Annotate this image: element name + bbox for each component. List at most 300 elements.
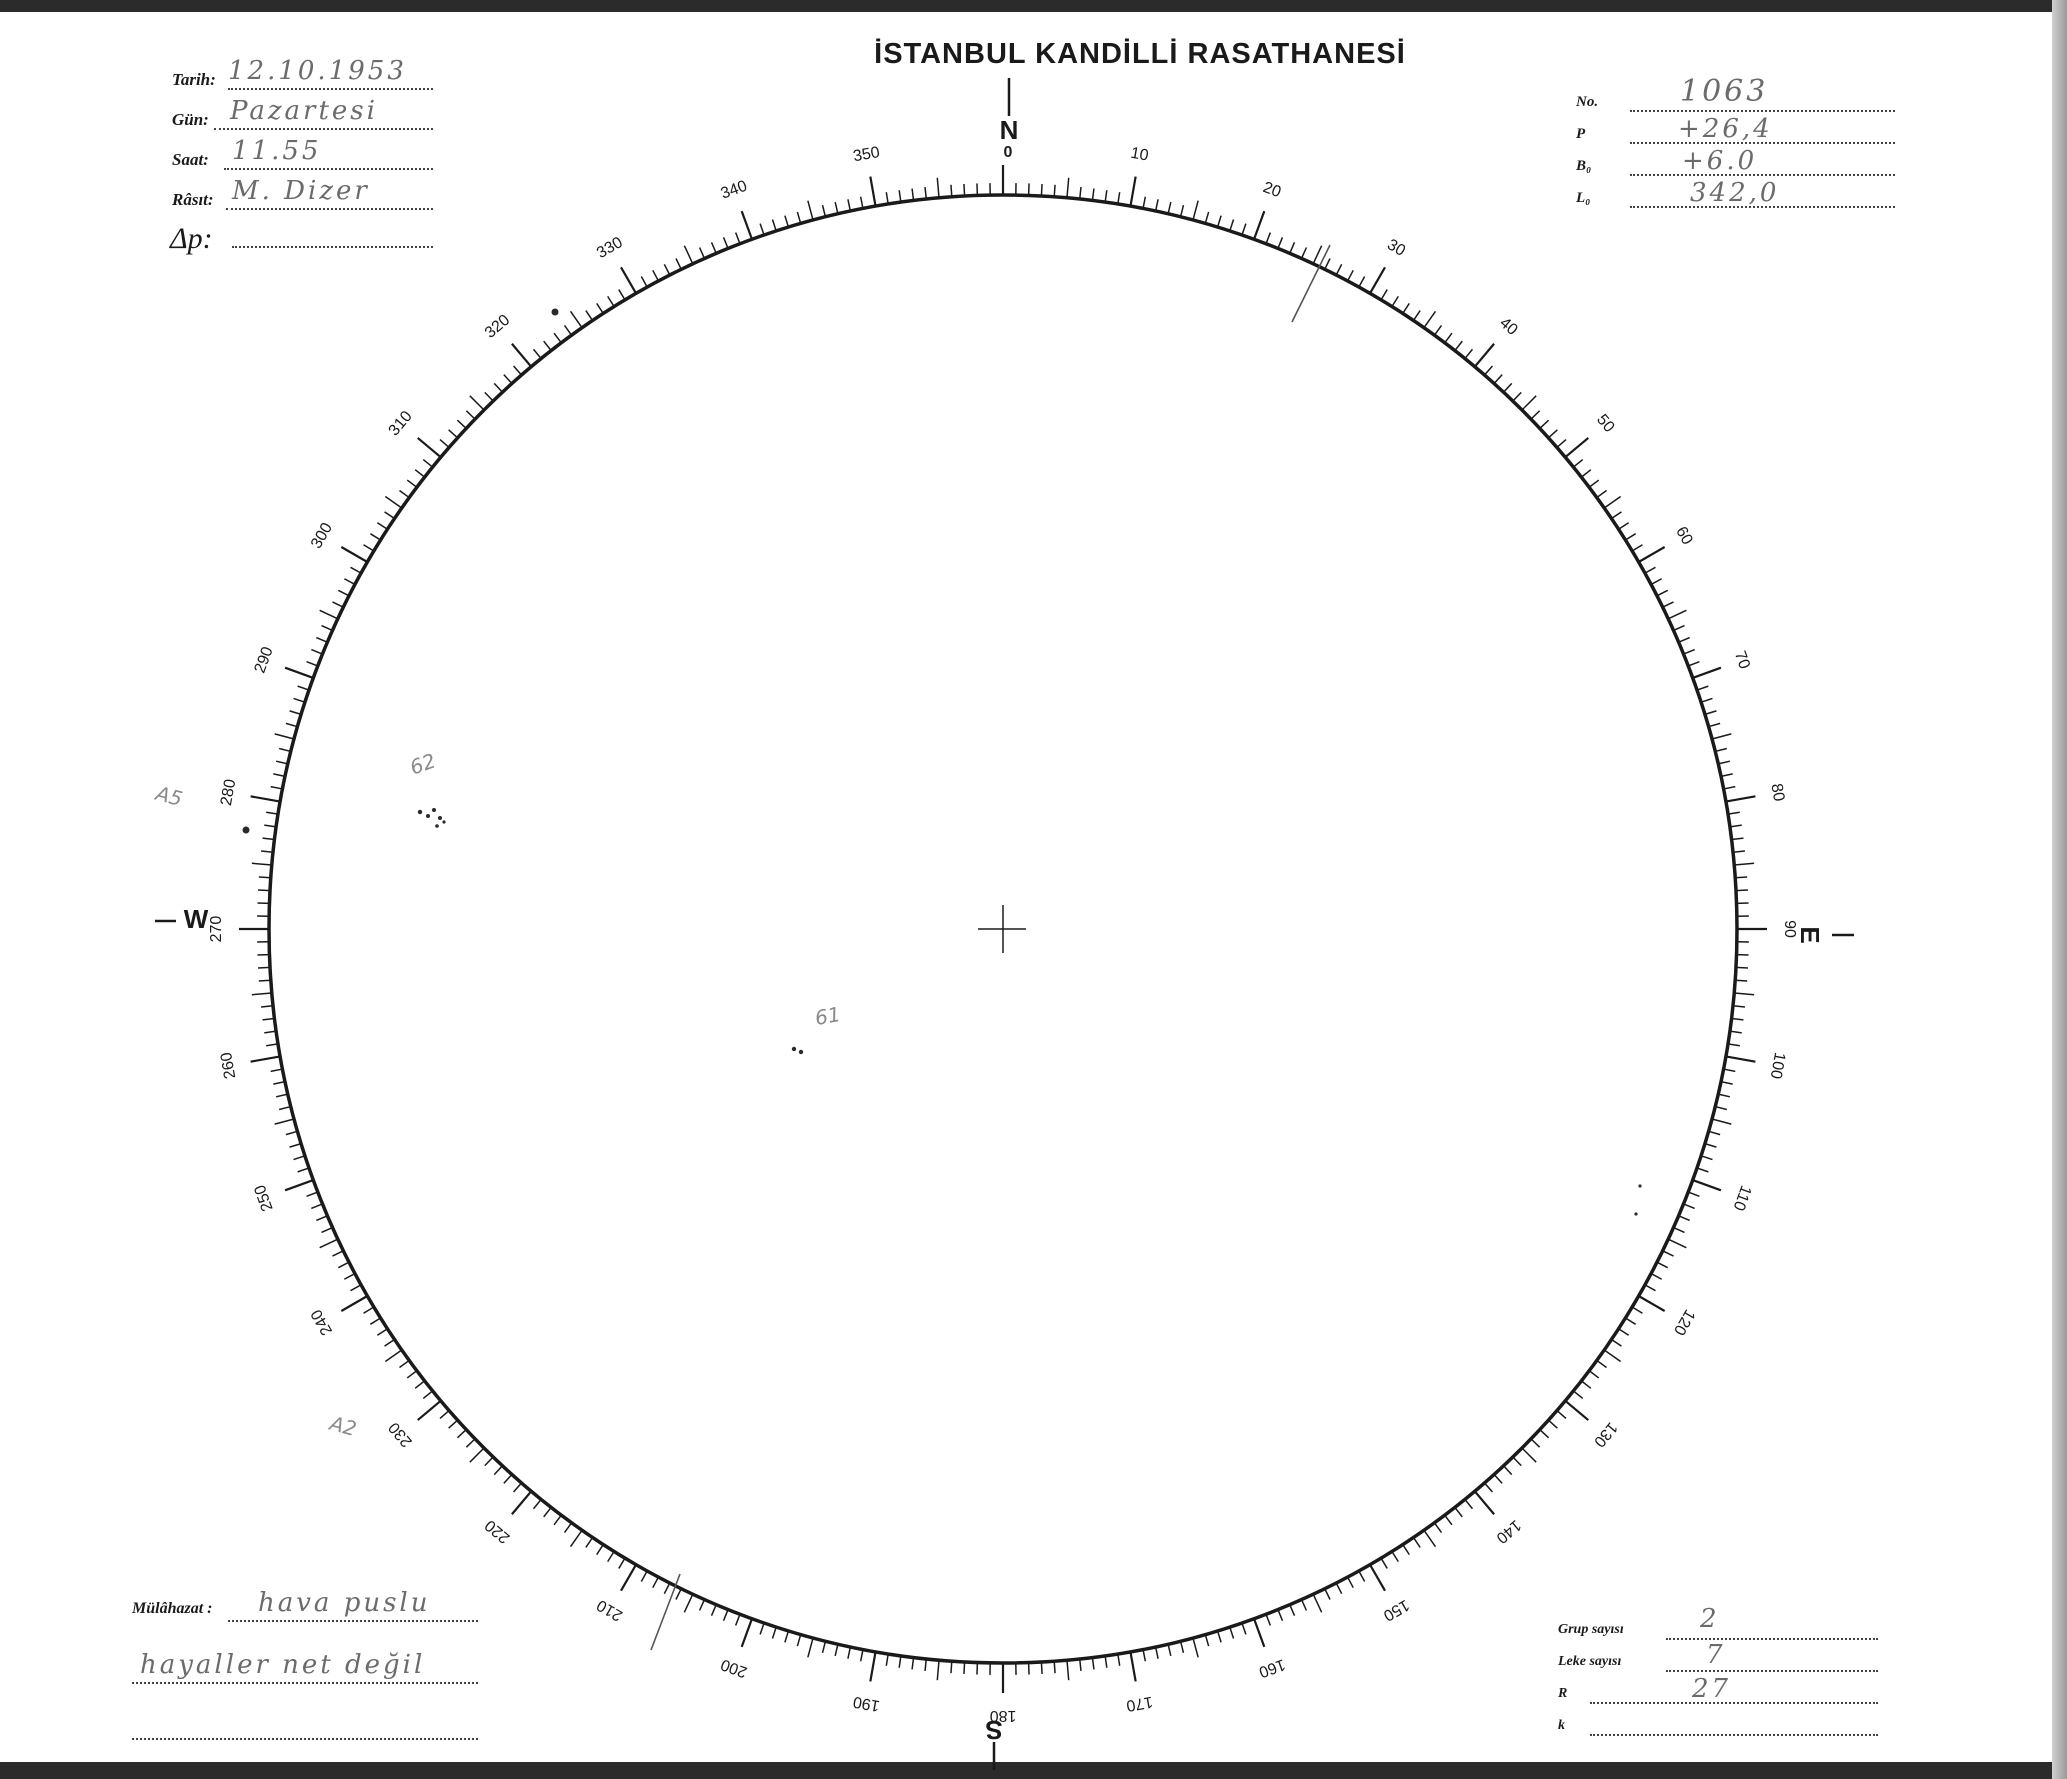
scale-tick	[554, 333, 561, 343]
scale-tick	[1565, 1401, 1588, 1420]
scale-tick	[1732, 838, 1744, 839]
scale-tick	[1715, 1107, 1727, 1110]
scale-tick	[279, 1107, 291, 1110]
scale-tick	[1381, 1558, 1387, 1568]
scale-label-190: 190	[851, 1692, 882, 1715]
scale-tick	[899, 1656, 901, 1668]
scale-tick	[1325, 1589, 1330, 1600]
scale-tick	[1645, 567, 1655, 573]
scale-label-320: 320	[481, 311, 514, 342]
scale-tick	[1403, 1545, 1410, 1555]
scale-tick	[1118, 1654, 1120, 1666]
scale-tick	[1697, 686, 1708, 690]
scale-tick	[1205, 212, 1208, 224]
scale-tick	[619, 290, 625, 300]
scale-tick	[797, 212, 800, 224]
scale-tick	[886, 1654, 888, 1666]
scale-tick	[273, 1082, 285, 1084]
scale-tick	[937, 1660, 939, 1680]
scale-tick	[1604, 1350, 1620, 1361]
scale-tick	[470, 1448, 484, 1462]
scale-tick	[544, 1507, 551, 1516]
scale-tick	[1302, 1600, 1307, 1611]
scale-tick	[676, 1589, 681, 1600]
scale-tick	[276, 761, 288, 764]
scale-tick	[1054, 1661, 1055, 1673]
scale-tick	[298, 686, 309, 690]
scale-tick	[1712, 734, 1731, 739]
scale-tick	[1715, 749, 1727, 752]
scale-label-40: 40	[1496, 314, 1521, 339]
gun-label: Gün:	[172, 110, 209, 129]
scale-tick	[1067, 1660, 1069, 1680]
scale-tick	[1736, 967, 1748, 968]
sunspot-dot	[426, 814, 430, 818]
sunspot-dot	[1638, 1184, 1641, 1187]
scale-tick	[1313, 246, 1321, 264]
scale-tick	[351, 1285, 361, 1291]
scale-tick	[1565, 438, 1588, 457]
scale-tick	[385, 512, 395, 519]
scale-tick	[1531, 1439, 1540, 1447]
scale-tick	[1504, 383, 1512, 392]
delta-p-label: Δp:	[170, 222, 213, 255]
saat-label: Saat:	[172, 150, 209, 169]
scale-tick	[1679, 638, 1690, 643]
saat-value: 11.55	[232, 136, 322, 166]
scale-tick	[1639, 547, 1665, 562]
scale-tick	[1688, 662, 1699, 666]
scale-tick	[286, 1131, 298, 1134]
scale-tick	[1465, 1499, 1473, 1508]
scale-tick	[1639, 1296, 1665, 1311]
scale-tick	[1728, 1044, 1740, 1046]
mulahazat-text-2: hayaller net değil	[140, 1650, 426, 1680]
scale-tick	[1663, 602, 1674, 607]
scale-tick	[276, 1094, 288, 1097]
scale-label-100: 100	[1766, 1050, 1789, 1081]
scale-tick	[298, 1168, 309, 1172]
scale-tick	[597, 303, 604, 313]
scale-tick	[259, 877, 271, 878]
scale-tick	[1735, 980, 1747, 981]
tarih-value: 12.10.1953	[228, 56, 407, 86]
scale-tick	[1697, 1168, 1708, 1172]
scale-tick	[736, 233, 740, 244]
scale-tick	[641, 1571, 647, 1581]
scale-tick	[870, 177, 875, 207]
compass-marks	[155, 78, 1854, 1770]
scale-tick	[286, 723, 298, 726]
scale-tick	[1336, 264, 1341, 275]
scale-tick	[294, 698, 305, 702]
scale-tick	[1728, 812, 1740, 814]
scale-tick	[1193, 1638, 1198, 1657]
scale-tick	[1392, 296, 1398, 306]
center-crosshair	[978, 905, 1026, 953]
scale-tick	[1589, 480, 1599, 487]
scale-tick	[485, 1457, 493, 1466]
scale-tick	[504, 1474, 512, 1483]
scale-tick	[1424, 1530, 1435, 1546]
scale-tick	[1693, 668, 1721, 678]
scale-tick	[316, 1216, 327, 1221]
scale-label-110: 110	[1729, 1183, 1755, 1213]
scale-tick	[951, 185, 952, 197]
scale-tick	[1359, 277, 1365, 287]
scale-tick	[1701, 698, 1712, 702]
scale-tick	[1381, 290, 1387, 300]
scale-tick	[621, 267, 636, 293]
scale-tick	[1242, 1623, 1246, 1634]
scale-label-350: 350	[851, 143, 882, 166]
scale-tick	[466, 1439, 475, 1447]
scale-label-260: 260	[217, 1050, 240, 1081]
scale-tick	[1548, 430, 1557, 438]
scale-label-80: 80	[1767, 782, 1788, 803]
scale-tick	[1118, 192, 1120, 204]
scale-tick	[742, 211, 752, 239]
scale-tick	[1540, 420, 1549, 428]
scale-tick	[534, 1499, 542, 1508]
scale-tick	[1718, 761, 1730, 764]
mulahazat-line-1	[228, 1618, 478, 1622]
mulahazat-label: Mülâhazat :	[132, 1600, 213, 1617]
scale-tick	[1455, 341, 1462, 350]
tarih-label: Tarih:	[172, 70, 216, 89]
scale-tick	[1604, 497, 1620, 508]
scale-tick	[1266, 1614, 1270, 1625]
sunspot-dot	[799, 1050, 803, 1054]
scale-tick	[258, 890, 270, 891]
scale-tick	[440, 1411, 449, 1419]
scale-tick	[1181, 1641, 1184, 1653]
scale-tick	[534, 349, 542, 358]
scale-tick	[571, 311, 582, 327]
rasit-label: Râsıt:	[172, 190, 214, 209]
gun-value: Pazartesi	[230, 96, 378, 126]
grup-sayisi-label: Grup sayısı	[1558, 1622, 1624, 1637]
observatory-title: İSTANBUL KANDİLLİ RASATHANESİ	[874, 38, 1406, 70]
scale-tick	[664, 1583, 669, 1594]
scale-tick	[571, 1530, 582, 1546]
scale-tick	[1413, 311, 1420, 321]
scale-tick	[290, 1144, 301, 1148]
scale-tick	[1735, 877, 1747, 878]
scale-tick	[415, 1381, 424, 1388]
scale-tick	[1632, 545, 1642, 551]
scale-tick	[1730, 825, 1742, 827]
scale-label-130: 130	[1590, 1418, 1621, 1451]
rasit-value: M. Dizer	[232, 176, 370, 206]
scale-tick	[1348, 1577, 1354, 1588]
scale-tick	[423, 1391, 432, 1399]
scale-label-150: 150	[1380, 1595, 1412, 1624]
scale-tick	[951, 1661, 952, 1673]
scale-tick	[1434, 1523, 1441, 1533]
scale-tick	[1041, 1662, 1042, 1674]
scale-tick	[1573, 1391, 1582, 1399]
scale-tick	[1619, 1329, 1629, 1336]
r-value: 27	[1692, 1674, 1732, 1704]
scale-tick	[1651, 1274, 1662, 1280]
scale-tick	[1684, 650, 1695, 654]
scale-tick	[1336, 1583, 1341, 1594]
leke-sayisi-line	[1666, 1668, 1878, 1672]
scale-tick	[1403, 303, 1410, 313]
scale-tick	[1475, 344, 1494, 367]
scale-tick	[1105, 1656, 1107, 1668]
scale-tick	[1504, 1466, 1512, 1475]
scale-label-210: 210	[594, 1595, 626, 1624]
scale-tick	[423, 460, 432, 468]
scale-tick	[1413, 1538, 1420, 1548]
scale-tick	[263, 838, 275, 839]
scale-tick	[258, 967, 270, 968]
scale-tick	[1718, 1094, 1730, 1097]
scale-tick	[1679, 1216, 1690, 1221]
scale-tick	[641, 277, 647, 287]
scale-tick	[1193, 201, 1198, 220]
scale-tick	[449, 430, 458, 438]
scale-tick	[1705, 1144, 1716, 1148]
scale-tick	[1143, 1650, 1145, 1662]
mulahazat-line-2	[132, 1680, 478, 1684]
scale-tick	[808, 1638, 813, 1657]
scale-tick	[1548, 1420, 1557, 1428]
scale-label-160: 160	[1256, 1655, 1288, 1681]
scale-tick	[724, 237, 728, 248]
scale-tick	[344, 1274, 355, 1280]
scale-tick	[332, 1251, 343, 1256]
scale-tick	[1313, 1594, 1321, 1612]
scale-tick	[1130, 177, 1135, 207]
scale-tick	[712, 1605, 717, 1616]
scale-tick	[1597, 491, 1607, 498]
scale-tick	[1067, 178, 1069, 198]
scale-tick	[316, 638, 327, 643]
north-label: N	[999, 114, 1019, 145]
scale-tick	[597, 1545, 604, 1555]
scale-tick	[565, 1523, 572, 1533]
scale-tick	[385, 497, 401, 508]
scale-tick	[1726, 1056, 1756, 1061]
scale-label-50: 50	[1593, 411, 1618, 436]
scale-tick	[1105, 190, 1107, 202]
scale-tick	[1156, 1647, 1158, 1659]
scale-tick	[1445, 1515, 1452, 1525]
scale-tick	[307, 662, 318, 666]
scale-tick	[311, 650, 322, 654]
p-value: +26,4	[1678, 114, 1773, 144]
scale-tick	[742, 1619, 752, 1647]
scale-tick	[736, 1614, 740, 1625]
scale-tick	[1513, 392, 1521, 401]
grup-sayisi-value: 2	[1700, 1604, 1720, 1634]
scale-label-90: 90	[1780, 920, 1798, 938]
scale-tick	[332, 602, 343, 607]
scale-tick	[823, 1641, 826, 1653]
scale-tick	[514, 366, 522, 375]
scale-tick	[263, 1018, 275, 1019]
scale-tick	[1619, 523, 1629, 530]
mulahazat-text-1: hava puslu	[258, 1588, 431, 1618]
scale-tick	[1325, 258, 1330, 269]
leke-sayisi-label: Leke sayısı	[1558, 1654, 1622, 1669]
scale-tick	[271, 787, 283, 789]
scale-tick	[264, 825, 276, 827]
scale-tick	[1370, 1565, 1385, 1591]
scale-tick	[1392, 1551, 1398, 1561]
scale-label-270: 270	[208, 915, 226, 943]
scale-tick	[1254, 1619, 1264, 1647]
scale-tick	[608, 296, 614, 306]
scale-tick	[1730, 1031, 1742, 1033]
sunspot-dot	[792, 1047, 796, 1051]
scale-label-310: 310	[385, 407, 416, 440]
scale-tick	[1693, 1180, 1721, 1190]
scale-tick	[912, 189, 913, 201]
scale-tick	[554, 1515, 561, 1525]
scale-tick	[1513, 1457, 1521, 1466]
scale-tick	[1485, 1483, 1493, 1492]
no-label: No.	[1576, 94, 1599, 110]
scale-label-280: 280	[217, 777, 240, 808]
scale-tick	[937, 178, 939, 198]
scale-tick	[1625, 534, 1635, 540]
scale-label-120: 120	[1669, 1306, 1698, 1338]
scale-tick	[407, 480, 417, 487]
scale-tick	[676, 258, 681, 269]
scale-tick	[1485, 366, 1493, 375]
scale-tick	[808, 201, 813, 220]
scale-label-140: 140	[1492, 1516, 1525, 1547]
b0-value: +6.0	[1682, 146, 1758, 176]
scale-tick	[1581, 1381, 1590, 1388]
scale-tick	[1254, 211, 1264, 239]
scale-tick	[370, 1318, 380, 1324]
scale-label-20: 20	[1260, 179, 1284, 202]
p-label: P	[1576, 126, 1586, 142]
scale-tick	[264, 1031, 276, 1033]
scale-tick	[440, 440, 449, 448]
scale-tick	[1705, 711, 1716, 715]
scale-tick	[457, 1430, 466, 1438]
scale-tick	[1080, 1659, 1081, 1671]
scale-tick	[1278, 237, 1282, 248]
scale-tick	[1359, 1571, 1365, 1581]
scale-tick	[1645, 1285, 1655, 1291]
scale-tick	[1242, 224, 1246, 235]
scale-tick	[712, 242, 717, 253]
scale-tick	[586, 1538, 593, 1548]
scale-tick	[307, 1192, 318, 1196]
west-label: W	[183, 903, 209, 934]
scale-tick	[470, 396, 484, 410]
scale-tick	[760, 224, 764, 235]
scale-tick	[320, 610, 338, 618]
scale-tick	[1424, 311, 1435, 327]
scale-tick	[1302, 247, 1307, 258]
scale-tick	[1230, 220, 1234, 231]
r-label: R	[1558, 1686, 1568, 1701]
scale-tick	[925, 1659, 926, 1671]
scale-label-300: 300	[308, 520, 337, 552]
scale-tick	[341, 547, 367, 562]
scale-tick	[912, 1658, 913, 1670]
scale-tick	[1709, 1131, 1721, 1134]
scale-label-220: 220	[481, 1516, 514, 1547]
scale-tick	[294, 1156, 305, 1160]
scale-tick	[1434, 325, 1441, 335]
scale-tick	[1080, 187, 1081, 199]
scale-tick	[1054, 185, 1055, 197]
scale-tick	[760, 1623, 764, 1634]
scale-tick	[377, 1329, 387, 1336]
scale-tick	[273, 774, 285, 776]
r-line	[1590, 1700, 1878, 1704]
scale-tick	[494, 1466, 502, 1475]
scale-tick	[252, 993, 272, 995]
scale-tick	[1668, 1239, 1686, 1247]
scale-tick	[1181, 205, 1184, 217]
scale-label-170: 170	[1124, 1692, 1155, 1715]
scale-label-70: 70	[1730, 648, 1753, 672]
scale-tick	[1734, 863, 1754, 865]
scale-tick	[321, 1228, 332, 1233]
scale-tick	[870, 1652, 875, 1682]
scale-tick	[1557, 1411, 1566, 1419]
scale-tick	[1668, 610, 1686, 618]
scale-tick	[259, 980, 271, 981]
sunspot-dot	[1634, 1212, 1637, 1215]
scale-tick	[1701, 1156, 1712, 1160]
scale-tick	[415, 470, 424, 477]
scale-tick	[653, 1577, 659, 1588]
scale-tick	[266, 812, 278, 814]
scale-tick	[1445, 333, 1452, 343]
scale-tick	[1494, 1474, 1502, 1483]
sunspot-dot	[442, 820, 445, 823]
scale-tick	[565, 325, 572, 335]
scale-tick	[1684, 1204, 1695, 1208]
scale-tick	[1733, 1006, 1745, 1007]
scale-tick	[251, 1056, 281, 1061]
sunspot-dot	[438, 816, 442, 820]
scale-tick	[684, 246, 692, 264]
scale-tick	[785, 216, 789, 227]
scale-tick	[1557, 440, 1566, 448]
sunspot-dot	[432, 808, 436, 812]
l0-label: L₀	[1576, 190, 1591, 206]
scale-tick	[512, 1491, 531, 1514]
scale-tick	[457, 420, 466, 428]
scale-tick	[266, 1044, 278, 1046]
scale-tick	[320, 1239, 338, 1247]
scale-tick	[364, 545, 374, 551]
scale-tick	[377, 523, 387, 530]
scale-tick	[1092, 1658, 1093, 1670]
b0-label: B₀	[1576, 158, 1592, 174]
scale-tick	[1465, 349, 1473, 358]
scale-label-240: 240	[308, 1306, 337, 1338]
scale-tick	[1632, 1307, 1642, 1313]
east-label: E	[1795, 926, 1826, 944]
sunspot-dot	[552, 309, 559, 316]
sunspot-dot	[243, 827, 250, 834]
scale-tick	[1721, 774, 1733, 776]
scale-tick	[1522, 396, 1536, 410]
